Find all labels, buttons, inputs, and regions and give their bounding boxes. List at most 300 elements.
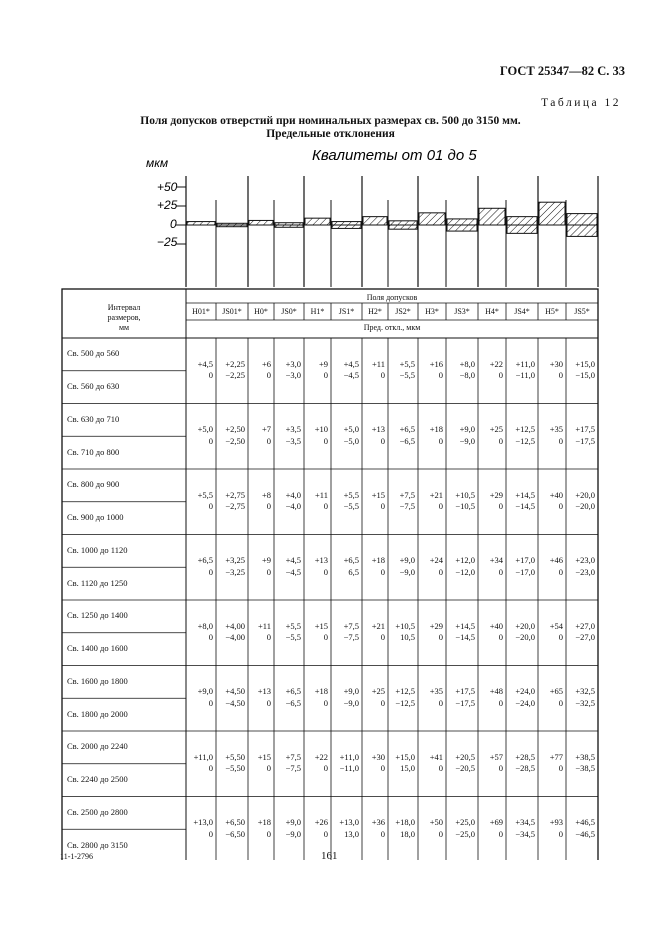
deviation-cell <box>506 555 535 578</box>
upper-deviation: +18 <box>371 555 385 566</box>
lower-deviation: −4,0 <box>285 501 301 512</box>
deviation-cell <box>538 752 563 775</box>
deviation-cell <box>418 424 443 447</box>
lower-deviation: 0 <box>323 435 328 446</box>
upper-deviation: +7,5 <box>285 751 301 762</box>
deviation-cell <box>566 686 595 709</box>
lower-deviation: 0 <box>266 566 271 577</box>
lower-deviation: −25,0 <box>455 828 475 839</box>
upper-deviation: +18 <box>314 686 328 697</box>
upper-deviation: +11 <box>258 620 271 631</box>
lower-deviation: −12,5 <box>395 697 415 708</box>
upper-deviation: +11 <box>372 358 385 369</box>
deviation-cell <box>362 817 385 840</box>
deviation-cell <box>304 555 328 578</box>
deviation-cell <box>538 686 563 709</box>
deviation-cell <box>566 752 595 775</box>
lower-deviation: −3,0 <box>285 370 301 381</box>
upper-deviation: +14,5 <box>455 620 475 631</box>
lower-deviation: −9,0 <box>343 697 359 708</box>
upper-deviation: +32,5 <box>575 686 595 697</box>
upper-deviation: +41 <box>429 751 443 762</box>
upper-deviation: +6,5 <box>399 424 415 435</box>
lower-deviation: 0 <box>266 763 271 774</box>
lower-deviation: 18,0 <box>400 828 415 839</box>
upper-deviation: +24,0 <box>515 686 535 697</box>
lower-deviation: 0 <box>266 828 271 839</box>
upper-deviation: +15,0 <box>575 358 595 369</box>
upper-deviation: +54 <box>549 620 563 631</box>
lower-deviation: 0 <box>438 501 443 512</box>
lower-deviation: 0 <box>208 435 213 446</box>
upper-deviation: +17,5 <box>575 424 595 435</box>
deviation-cell <box>538 490 563 513</box>
upper-deviation: +30 <box>549 358 563 369</box>
lower-deviation: −24,0 <box>515 697 535 708</box>
upper-deviation: +12,5 <box>395 686 415 697</box>
upper-deviation: +15 <box>257 751 271 762</box>
column-header-js3: JS3* <box>454 307 470 316</box>
deviation-cell <box>304 817 328 840</box>
upper-deviation: +23,0 <box>575 555 595 566</box>
deviation-cell <box>506 817 535 840</box>
deviation-cell <box>388 621 415 644</box>
column-header-js1: JS1* <box>338 307 355 316</box>
upper-deviation: +8,0 <box>197 620 213 631</box>
deviation-cell <box>216 621 245 644</box>
column-header-h2: H2* <box>368 307 382 316</box>
upper-deviation: +13 <box>257 686 271 697</box>
column-header-h3: H3* <box>425 307 439 316</box>
deviation-cell <box>304 621 328 644</box>
upper-deviation: +6,5 <box>343 555 359 566</box>
column-header-js5: JS5* <box>574 307 590 316</box>
lower-deviation: −3,5 <box>285 435 301 446</box>
lower-deviation: 0 <box>380 501 385 512</box>
deviation-cell <box>506 621 535 644</box>
upper-deviation: +12,0 <box>455 555 475 566</box>
upper-deviation: +65 <box>549 686 563 697</box>
deviation-cell <box>566 359 595 382</box>
lower-deviation: −4,5 <box>285 566 301 577</box>
interval-header-line1: Интервал <box>107 303 141 312</box>
upper-deviation: +24 <box>429 555 443 566</box>
lower-deviation: 0 <box>380 632 385 643</box>
upper-deviation: +3,0 <box>285 358 301 369</box>
upper-deviation: +17,5 <box>455 686 475 697</box>
fields-header: Поля допусков <box>366 293 418 302</box>
lower-deviation: 0 <box>266 697 271 708</box>
lower-deviation: −2,25 <box>225 370 245 381</box>
deviation-cell <box>388 752 415 775</box>
lower-deviation: 0 <box>208 566 213 577</box>
lower-deviation: −5,5 <box>285 632 301 643</box>
deviation-cell <box>216 359 245 382</box>
deviation-cell <box>216 490 245 513</box>
upper-deviation: +50 <box>429 817 443 828</box>
deviation-cell <box>478 621 503 644</box>
lower-deviation: 0 <box>323 632 328 643</box>
deviation-cell <box>362 752 385 775</box>
lower-deviation: 0 <box>266 435 271 446</box>
lower-deviation: 0 <box>208 632 213 643</box>
lower-deviation: 0 <box>380 763 385 774</box>
deviation-cell <box>331 555 359 578</box>
lower-deviation: −2,50 <box>225 435 245 446</box>
deviation-cell <box>331 817 359 840</box>
lower-deviation: −5,50 <box>225 763 245 774</box>
deviation-cell <box>566 621 595 644</box>
upper-deviation: +8 <box>261 489 271 500</box>
upper-deviation: +6 <box>261 358 271 369</box>
deviation-cell <box>506 686 535 709</box>
upper-deviation: +69 <box>489 817 503 828</box>
column-header-h5: H5* <box>545 307 559 316</box>
upper-deviation: +36 <box>371 817 385 828</box>
table-label: Таблица 12 <box>541 97 621 109</box>
deviation-cell <box>186 621 213 644</box>
deviation-cell <box>216 424 245 447</box>
deviation-cell <box>446 752 475 775</box>
interval-label: Св. 900 до 1000 <box>67 512 124 523</box>
lower-deviation: −7,5 <box>285 763 301 774</box>
upper-deviation: +8,0 <box>459 358 475 369</box>
deviation-cell <box>478 752 503 775</box>
lower-deviation: 0 <box>558 370 563 381</box>
upper-deviation: +13,0 <box>193 817 213 828</box>
lower-deviation: −6,5 <box>399 435 415 446</box>
upper-deviation: +2,50 <box>225 424 245 435</box>
upper-deviation: +25 <box>489 424 503 435</box>
deviation-cell <box>388 359 415 382</box>
lower-deviation: 0 <box>498 501 503 512</box>
upper-deviation: +35 <box>429 686 443 697</box>
upper-deviation: +5,5 <box>285 620 301 631</box>
deviation-cell <box>304 490 328 513</box>
column-header-js2: JS2* <box>395 307 411 316</box>
lower-deviation: 0 <box>498 697 503 708</box>
interval-label: Св. 1800 до 2000 <box>67 708 128 719</box>
upper-deviation: +4,50 <box>225 686 245 697</box>
lower-deviation: 0 <box>558 566 563 577</box>
upper-deviation: +3,5 <box>285 424 301 435</box>
upper-deviation: +7 <box>261 424 271 435</box>
deviation-cell <box>418 817 443 840</box>
deviation-cell <box>506 424 535 447</box>
lower-deviation: −4,00 <box>225 632 245 643</box>
upper-deviation: +13 <box>371 424 385 435</box>
lower-deviation: −32,5 <box>575 697 595 708</box>
upper-deviation: +77 <box>549 751 563 762</box>
upper-deviation: +6,5 <box>285 686 301 697</box>
deviation-cell <box>331 752 359 775</box>
lower-deviation: 10,5 <box>400 632 415 643</box>
upper-deviation: +15 <box>371 489 385 500</box>
interval-label: Св. 500 до 560 <box>67 348 120 359</box>
upper-deviation: +6,5 <box>197 555 213 566</box>
upper-deviation: +21 <box>371 620 385 631</box>
deviation-cell <box>538 817 563 840</box>
upper-deviation: +38,5 <box>575 751 595 762</box>
deviation-cell <box>216 752 245 775</box>
lower-deviation: 13,0 <box>344 828 359 839</box>
upper-deviation: +13 <box>314 555 328 566</box>
deviation-cell <box>186 555 213 578</box>
lower-deviation: 0 <box>498 370 503 381</box>
lower-deviation: 0 <box>498 566 503 577</box>
upper-deviation: +5,5 <box>399 358 415 369</box>
upper-deviation: +10,5 <box>395 620 415 631</box>
upper-deviation: +7,5 <box>343 620 359 631</box>
deviation-cell <box>248 490 271 513</box>
upper-deviation: +9 <box>318 358 328 369</box>
interval-label: Св. 560 до 630 <box>67 381 120 392</box>
upper-deviation: +29 <box>489 489 503 500</box>
deviation-cell <box>478 424 503 447</box>
footer-code: 11-1-2796 <box>60 852 94 861</box>
upper-deviation: +9,0 <box>285 817 301 828</box>
upper-deviation: +5,0 <box>197 424 213 435</box>
deviation-cell <box>216 817 245 840</box>
lower-deviation: −5,5 <box>343 501 359 512</box>
upper-deviation: +11,0 <box>193 751 213 762</box>
interval-label: Св. 2500 до 2800 <box>67 806 128 817</box>
lower-deviation: 0 <box>558 697 563 708</box>
deviation-cell <box>362 621 385 644</box>
lower-deviation: 0 <box>438 566 443 577</box>
interval-label: Св. 1400 до 1600 <box>67 643 128 654</box>
upper-deviation: +28,5 <box>515 751 535 762</box>
lower-deviation: 0 <box>323 763 328 774</box>
lower-deviation: −7,5 <box>343 632 359 643</box>
upper-deviation: +15 <box>314 620 328 631</box>
tick-label-zero: 0 <box>170 217 177 231</box>
upper-deviation: +34 <box>489 555 503 566</box>
lower-deviation: 0 <box>380 828 385 839</box>
deviation-cell <box>362 555 385 578</box>
upper-deviation: +22 <box>489 358 503 369</box>
interval-label: Св. 1250 до 1400 <box>67 610 128 621</box>
lower-deviation: 6,5 <box>348 566 359 577</box>
interval-header-line3: мм <box>118 323 130 332</box>
deviation-cell <box>538 621 563 644</box>
deviation-cell <box>446 490 475 513</box>
lower-deviation: 0 <box>323 697 328 708</box>
upper-deviation: +11,0 <box>339 751 359 762</box>
column-header-js0: JS0* <box>281 307 297 316</box>
lower-deviation: 0 <box>208 828 213 839</box>
table-subtitle: Предельные отклонения <box>266 128 395 140</box>
unit-label: мкм <box>146 156 169 170</box>
deviation-cell <box>418 359 443 382</box>
upper-deviation: +48 <box>489 686 503 697</box>
lower-deviation: 0 <box>498 828 503 839</box>
deviation-cell <box>446 817 475 840</box>
lower-deviation: 0 <box>323 370 328 381</box>
upper-deviation: +9,0 <box>399 555 415 566</box>
interval-label: Св. 630 до 710 <box>67 413 120 424</box>
interval-label: Св. 2800 до 3150 <box>67 839 128 850</box>
deviation-cell <box>186 817 213 840</box>
lower-deviation: 0 <box>208 763 213 774</box>
column-header-h0: H0* <box>254 307 268 316</box>
deviation-cell <box>248 555 271 578</box>
lower-deviation: −4,5 <box>343 370 359 381</box>
deviation-cell <box>566 555 595 578</box>
deviation-cell <box>446 359 475 382</box>
table-title: Поля допусков отверстий при номинальных размерах св. 500 до 3150 мм. <box>140 115 521 127</box>
upper-deviation: +40 <box>489 620 503 631</box>
upper-deviation: +35 <box>549 424 563 435</box>
chart-caption: Квалитеты от 01 до 5 <box>312 147 477 164</box>
deviation-cell <box>274 752 301 775</box>
lower-deviation: 15,0 <box>400 763 415 774</box>
upper-deviation: +14,5 <box>515 489 535 500</box>
deviation-cell <box>566 490 595 513</box>
upper-deviation: +26 <box>314 817 328 828</box>
lower-deviation: 0 <box>558 501 563 512</box>
upper-deviation: +4,0 <box>285 489 301 500</box>
lower-deviation: −4,50 <box>225 697 245 708</box>
upper-deviation: +5,50 <box>225 751 245 762</box>
upper-deviation: +18 <box>257 817 271 828</box>
deviation-cell <box>418 555 443 578</box>
upper-deviation: +2,75 <box>225 489 245 500</box>
tick-label-plus50: +50 <box>157 180 178 194</box>
upper-deviation: +40 <box>549 489 563 500</box>
deviation-cell <box>566 424 595 447</box>
upper-deviation: +22 <box>314 751 328 762</box>
lower-deviation: 0 <box>558 828 563 839</box>
upper-deviation: +5,5 <box>197 489 213 500</box>
interval-label: Св. 1600 до 1800 <box>67 675 128 686</box>
upper-deviation: +9,0 <box>197 686 213 697</box>
tick-label-minus25: −25 <box>157 235 178 249</box>
lower-deviation: 0 <box>380 435 385 446</box>
upper-deviation: +27,0 <box>575 620 595 631</box>
lower-deviation: 0 <box>558 435 563 446</box>
upper-deviation: +20,5 <box>455 751 475 762</box>
deviation-cell <box>331 686 359 709</box>
lower-deviation: −27,0 <box>575 632 595 643</box>
deviation-cell <box>478 817 503 840</box>
lower-deviation: −12,0 <box>455 566 475 577</box>
lower-deviation: −11,0 <box>339 763 359 774</box>
deviation-cell <box>388 555 415 578</box>
lower-deviation: −17,5 <box>575 435 595 446</box>
lower-deviation: −14,5 <box>455 632 475 643</box>
deviation-cell <box>388 424 415 447</box>
upper-deviation: +6,50 <box>225 817 245 828</box>
deviation-cell <box>274 686 301 709</box>
upper-deviation: +11 <box>315 489 328 500</box>
deviation-cell <box>248 752 271 775</box>
upper-deviation: +25,0 <box>455 817 475 828</box>
upper-deviation: +30 <box>371 751 385 762</box>
deviation-cell <box>331 424 359 447</box>
interval-label: Св. 800 до 900 <box>67 479 120 490</box>
interval-header-line2: размеров, <box>107 313 141 322</box>
deviation-cell <box>478 686 503 709</box>
lower-deviation: −3,25 <box>225 566 245 577</box>
deviation-cell <box>186 752 213 775</box>
lower-deviation: 0 <box>266 501 271 512</box>
tick-label-plus25: +25 <box>157 198 178 212</box>
deviation-cell <box>446 621 475 644</box>
deviation-cell <box>274 817 301 840</box>
upper-deviation: +57 <box>489 751 503 762</box>
deviation-cell <box>538 359 563 382</box>
deviation-cell <box>274 490 301 513</box>
interval-label: Св. 2000 до 2240 <box>67 741 128 752</box>
deviation-cell <box>538 424 563 447</box>
upper-deviation: +20,0 <box>515 620 535 631</box>
lower-deviation: 0 <box>323 566 328 577</box>
upper-deviation: +12,5 <box>515 424 535 435</box>
upper-deviation: +4,5 <box>197 358 213 369</box>
deviation-cell <box>446 424 475 447</box>
standard-header: ГОСТ 25347—82 С. 33 <box>499 64 625 78</box>
lower-deviation: −28,5 <box>515 763 535 774</box>
lower-deviation: 0 <box>380 697 385 708</box>
lower-deviation: −6,5 <box>285 697 301 708</box>
lower-deviation: −5,5 <box>399 370 415 381</box>
upper-deviation: +5,5 <box>343 489 359 500</box>
deviation-cell <box>304 424 328 447</box>
lower-deviation: 0 <box>266 370 271 381</box>
lower-deviation: −10,5 <box>455 501 475 512</box>
upper-deviation: +15,0 <box>395 751 415 762</box>
deviation-cell <box>478 490 503 513</box>
lower-deviation: −23,0 <box>575 566 595 577</box>
lower-deviation: −9,0 <box>285 828 301 839</box>
interval-header <box>62 303 186 333</box>
interval-label: Св. 1000 до 1120 <box>67 544 128 555</box>
upper-deviation: +18 <box>429 424 443 435</box>
upper-deviation: +11,0 <box>515 358 535 369</box>
upper-deviation: +29 <box>429 620 443 631</box>
upper-deviation: +7,5 <box>399 489 415 500</box>
deviation-cell <box>274 621 301 644</box>
lower-deviation: −14,5 <box>515 501 535 512</box>
upper-deviation: +34,5 <box>515 817 535 828</box>
lower-deviation: −34,5 <box>515 828 535 839</box>
upper-deviation: +5,0 <box>343 424 359 435</box>
deviation-cell <box>478 555 503 578</box>
lower-deviation: 0 <box>323 501 328 512</box>
deviation-cell <box>418 490 443 513</box>
upper-deviation: +20,0 <box>575 489 595 500</box>
deviation-cell <box>506 752 535 775</box>
lower-deviation: 0 <box>438 763 443 774</box>
deviation-cell <box>248 817 271 840</box>
deviation-cell <box>566 817 595 840</box>
deviation-cell <box>362 359 385 382</box>
deviation-cell <box>388 686 415 709</box>
lower-deviation: −8,0 <box>459 370 475 381</box>
deviation-cell <box>248 686 271 709</box>
upper-deviation: +3,25 <box>225 555 245 566</box>
deviation-cell <box>304 686 328 709</box>
lower-deviation: −2,75 <box>225 501 245 512</box>
deviation-cell <box>274 359 301 382</box>
deviation-cell <box>274 424 301 447</box>
deviation-cell <box>216 686 245 709</box>
lower-deviation: 0 <box>208 697 213 708</box>
column-header-h1: H1* <box>310 307 325 316</box>
lower-deviation: −20,5 <box>455 763 475 774</box>
deviation-cell <box>331 359 359 382</box>
